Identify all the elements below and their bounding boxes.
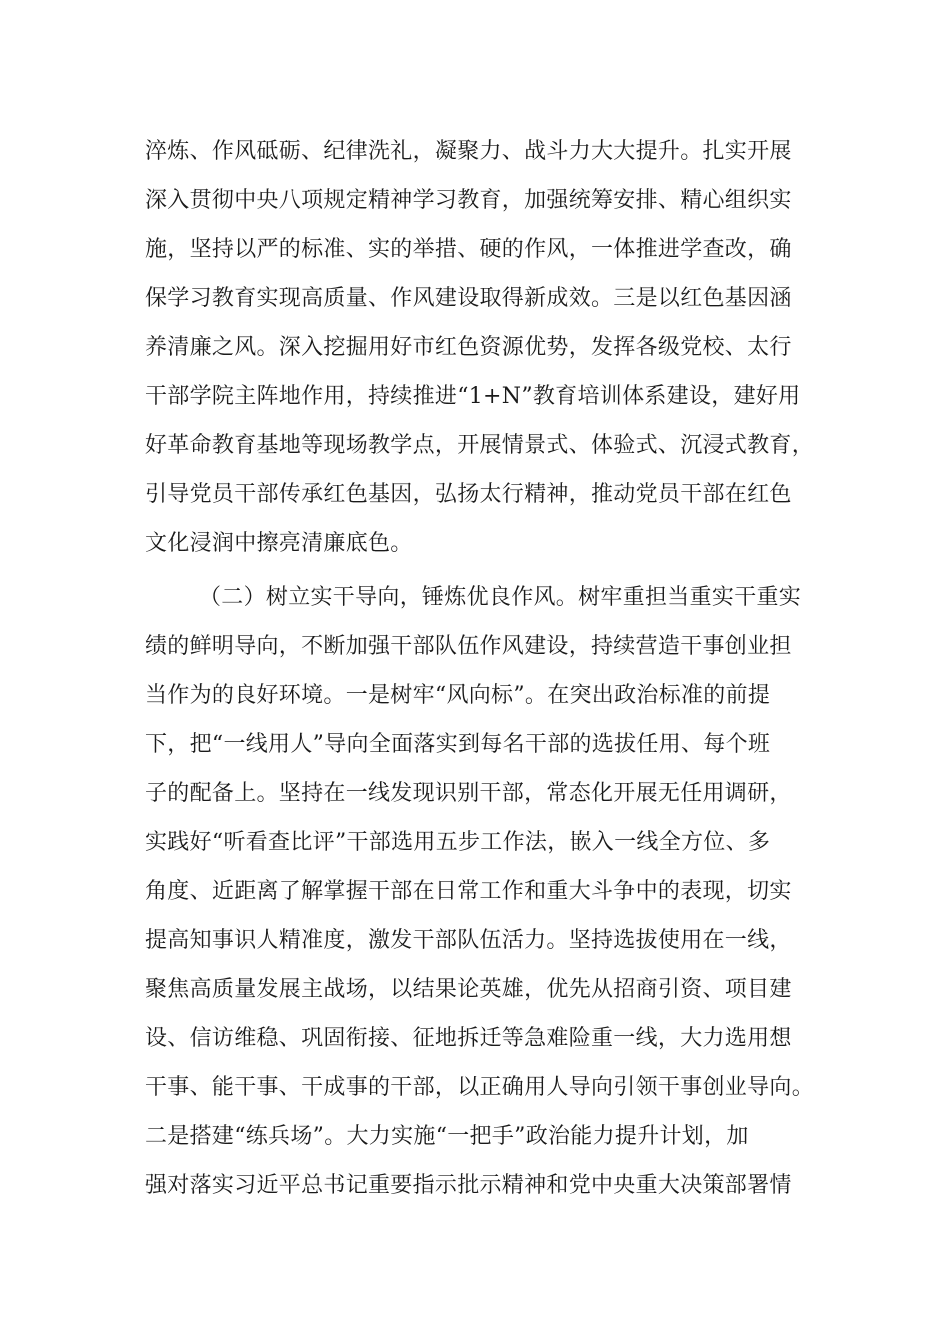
text-line: 绩的鲜明导向，不断加强干部队伍作风建设，持续营造干事创业担 [145,634,792,659]
text-line: 强对落实习近平总书记重要指示批示精神和党中央重大决策部署情 [145,1173,792,1198]
text-line: 下，把“一线用人”导向全面落实到每名干部的选拔任用、每个班 [145,732,771,757]
text-line: 实践好“听看查比评”干部选用五步工作法，嵌入一线全方位、多 [145,830,771,855]
text-line: 角度、近距离了解掌握干部在日常工作和重大斗争中的表现，切实 [145,879,792,904]
text-line: 聚焦高质量发展主战场，以结果论英雄，优先从招商引资、项目建 [145,977,792,1002]
text-line: 养清廉之风。深入挖掘用好市红色资源优势，发挥各级党校、太行 [145,335,792,360]
text-line: 干部学院主阵地作用，持续推进“1+N”教育培训体系建设，建好用 [145,384,801,409]
text-line: 设、信访维稳、巩固衔接、征地拆迁等急难险重一线，大力选用想 [145,1026,792,1051]
text-line: 干事、能干事、干成事的干部，以正确用人导向引领干事创业导向。 [145,1075,815,1100]
text-line: 引导党员干部传承红色基因，弘扬太行精神，推动党员干部在红色 [145,482,792,507]
text-line: 子的配备上。坚持在一线发现识别干部，常态化开展无任用调研， [145,781,792,806]
text-line: 好革命教育基地等现场教学点，开展情景式、体验式、沉浸式教育， [145,433,815,458]
section-heading-line: （二）树立实干导向，锤炼优良作风。树牢重担当重实干重实 [199,585,802,610]
text-line: 保学习教育实现高质量、作风建设取得新成效。三是以红色基因涵 [145,286,792,311]
text-line: 施，坚持以严的标准、实的举措、硬的作风，一体推进学查改，确 [145,237,792,262]
text-line: 当作为的良好环境。一是树牢“风向标”。在突出政治标准的前提 [145,683,771,708]
text-line: 淬炼、作风砥砺、纪律洗礼，凝聚力、战斗力大大提升。扎实开展 [145,139,792,164]
text-line: 提高知事识人精准度，激发干部队伍活力。坚持选拔使用在一线， [145,928,792,953]
text-line: 二是搭建“练兵场”。大力实施“一把手”政治能力提升计划，加 [145,1124,749,1149]
text-line: 文化浸润中擦亮清廉底色。 [145,531,413,556]
text-line: 深入贯彻中央八项规定精神学习教育，加强统筹安排、精心组织实 [145,188,792,213]
